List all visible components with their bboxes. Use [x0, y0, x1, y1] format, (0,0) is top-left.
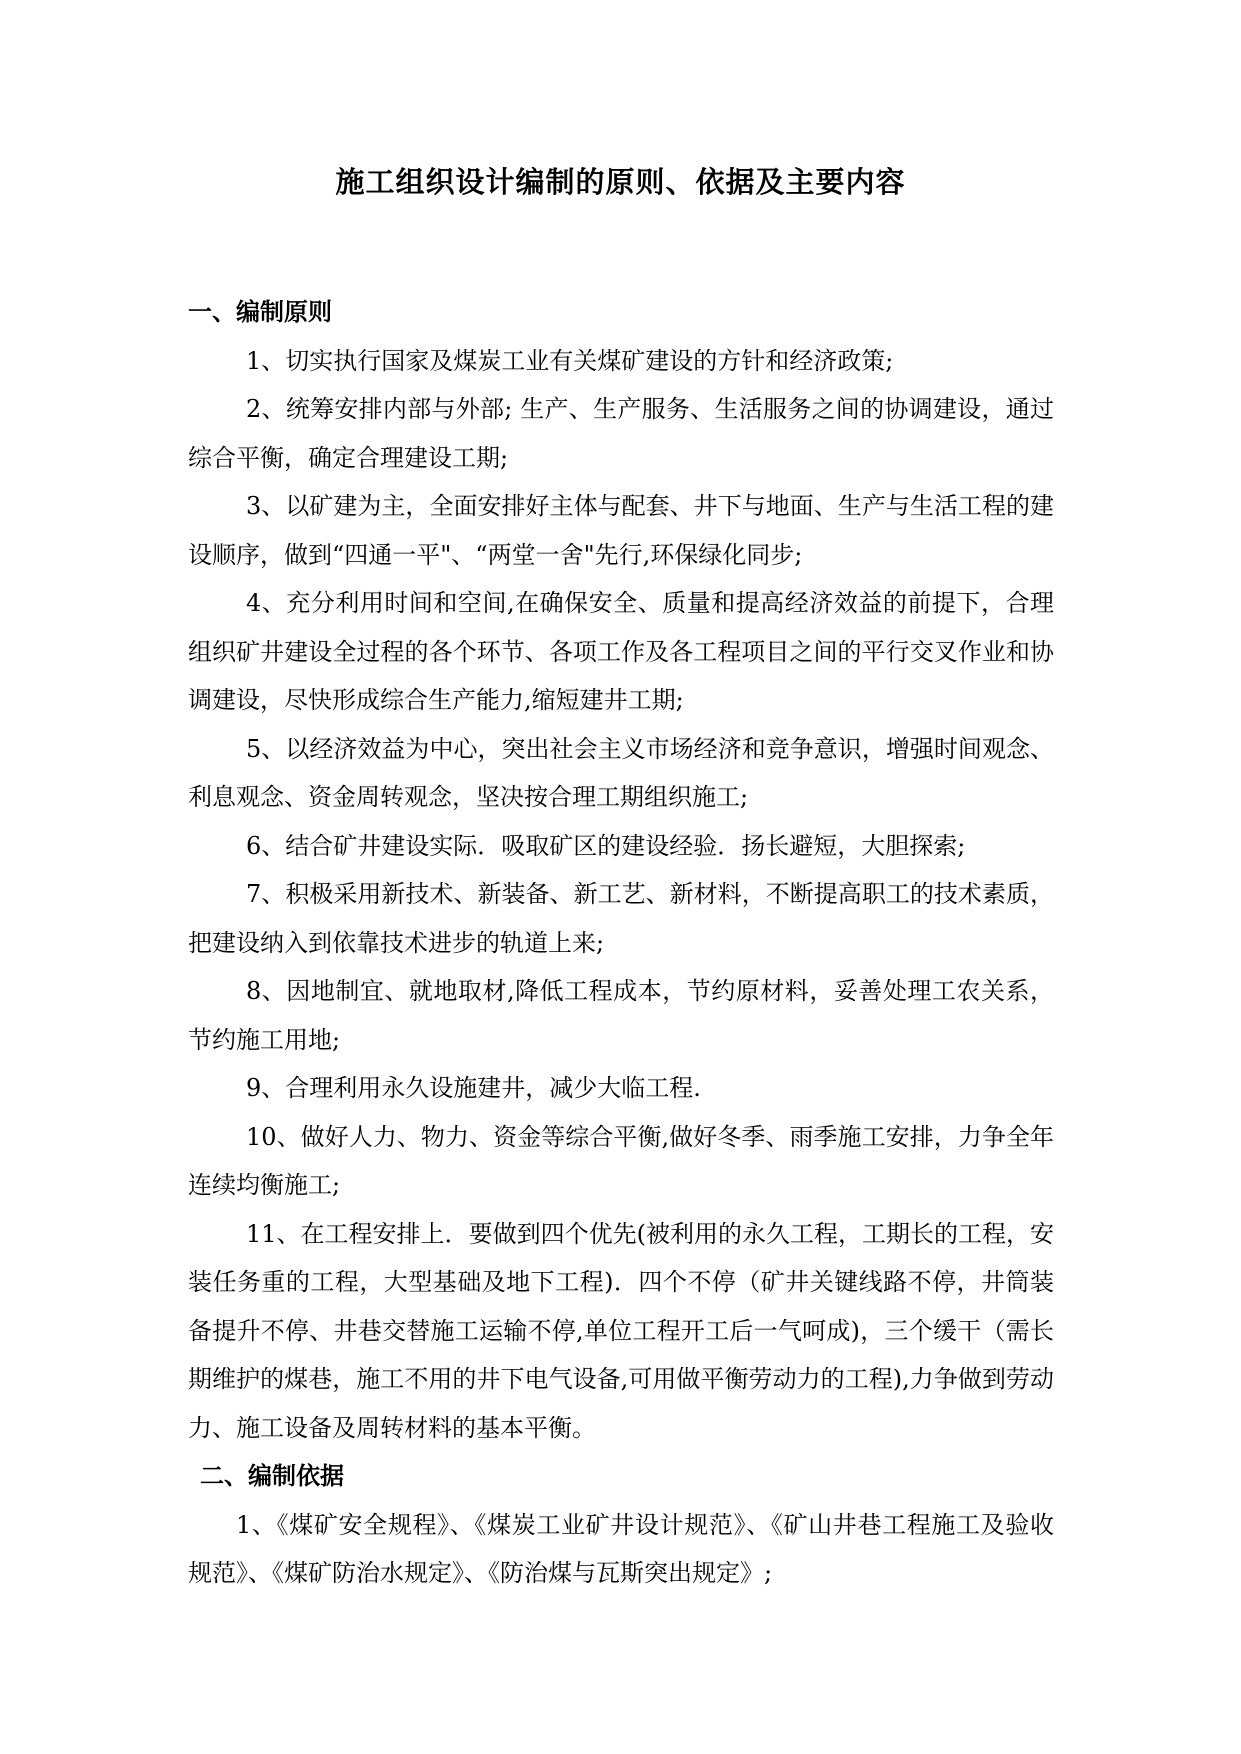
principle-item-4: 4、充分利用时间和空间,在确保安全、质量和提高经济效益的前提下，合理组织矿井建设全过程的各个环节、各项工作及各工程项目之间的平行交叉作业和协调建设，尽快形成综合生产能力,缩短建井工期;	[188, 589, 1054, 714]
principle-item-11: 11、在工程安排上．要做到四个优先(被利用的永久工程，工期长的工程，安装任务重的工程，大型基础及地下工程)．四个不停（矿井关键线路不停，井筒装备提升不停、井巷交替施工运输不停,单位工程开工后一气呵成)，三个缓干（需长期维护的煤巷，施工不用的井下电气设备,可用做平衡劳动力的工程),力争做到劳动力、施工设备及周转材料的基本平衡。	[188, 1219, 1054, 1442]
principle-item-10: 10、做好人力、物力、资金等综合平衡,做好冬季、雨季施工安排，力争全年连续均衡施工;	[188, 1122, 1054, 1199]
principle-item-9: 9、合理利用永久设施建井，减少大临工程.	[246, 1074, 701, 1102]
principle-item-1: 1、切实执行国家及煤炭工业有关煤矿建设的方针和经济政策;	[246, 346, 894, 375]
basis-item-1: 1、《煤矿安全规程》、《煤炭工业矿井设计规范》、《矿山井巷工程施工及验收规范》、《煤矿防治水规定》、《防治煤与瓦斯突出规定》;	[188, 1510, 1054, 1587]
document-title: 施工组织设计编制的原则、依据及主要内容	[335, 165, 906, 199]
principle-item-6: 6、结合矿井建设实际．吸取矿区的建设经验．扬长避短，大胆探索;	[246, 831, 966, 860]
principle-item-5: 5、以经济效益为中心，突出社会主义市场经济和竞争意识，增强时间观念、利息观念、资金周转观念，坚决按合理工期组织施工;	[188, 734, 1054, 811]
principle-item-8: 8、因地制宜、就地取材,降低工程成本，节约原材料，妥善处理工农关系，节约施工用地;	[188, 977, 1054, 1054]
principle-item-7: 7、积极采用新技术、新装备、新工艺、新材料，不断提高职工的技术素质，把建设纳入到依靠技术进步的轨道上来;	[188, 880, 1054, 957]
section-heading-principles: 一、编制原则	[188, 297, 332, 326]
section-heading-basis: 二、编制依据	[200, 1461, 344, 1490]
principle-item-2: 2、统筹安排内部与外部; 生产、生产服务、生活服务之间的协调建设，通过综合平衡，确定合理建设工期;	[188, 395, 1054, 472]
principle-item-3: 3、以矿建为主，全面安排好主体与配套、井下与地面、生产与生活工程的建设顺序，做到“四通一平"、“两堂一舍"先行,环保绿化同步;	[188, 492, 1054, 569]
document-body	[188, 288, 1054, 1598]
